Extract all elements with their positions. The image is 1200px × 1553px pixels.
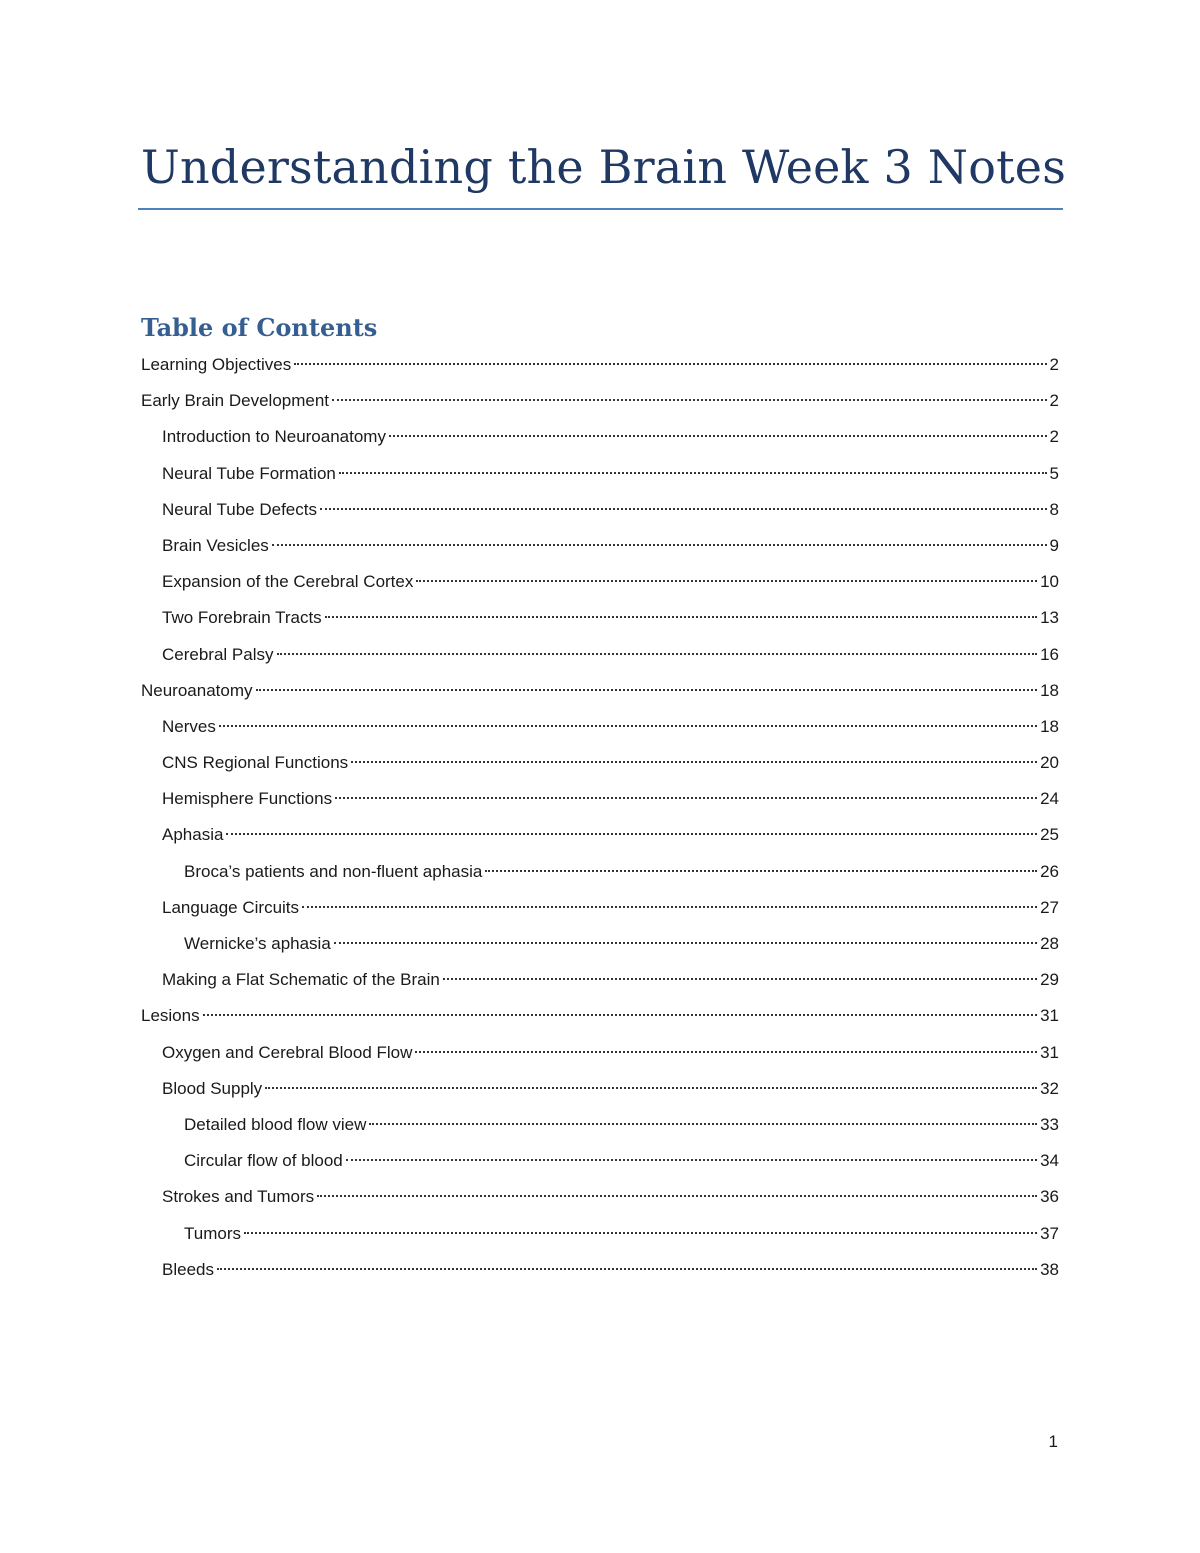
toc-dot-leader [335,797,1037,799]
toc-entry-label: Aphasia [162,825,224,845]
page-number: 1 [1048,1432,1058,1451]
toc-dot-leader [332,399,1047,401]
toc-entry-label: Making a Flat Schematic of the Brain [162,970,440,990]
toc-entry[interactable] [141,1001,1059,1037]
toc-entry-label: Expansion of the Cerebral Cortex [162,572,414,592]
document-title: Understanding the Brain Week 3 Notes [141,140,1066,194]
toc-entry[interactable] [141,1146,1059,1182]
toc-dot-leader [334,942,1037,944]
toc-entry[interactable] [141,603,1059,639]
toc-entry[interactable] [141,1110,1059,1146]
toc-entry-page: 33 [1040,1114,1059,1134]
toc-dot-leader [415,1051,1037,1053]
toc-dot-leader [485,870,1037,872]
toc-entry[interactable] [141,857,1059,893]
toc-entry[interactable] [141,567,1059,603]
toc-entry-page: 8 [1049,499,1059,519]
toc-dot-leader [272,544,1047,546]
toc-entry-page: 20 [1040,753,1059,773]
toc-entry[interactable] [141,1182,1059,1218]
toc-entry-label: Hemisphere Functions [162,789,333,809]
toc-entry-label: Two Forebrain Tracts [162,608,322,628]
toc-entry-label: Neural Tube Defects [162,499,317,519]
toc-entry-page: 18 [1040,680,1059,700]
toc-entry-label: Wernicke’s aphasia [184,934,331,953]
toc-heading: Table of Contents [141,313,378,342]
toc-dot-leader [320,508,1047,510]
toc-dot-leader [346,1159,1037,1161]
toc-entry[interactable] [141,422,1059,458]
toc-dot-leader [369,1123,1037,1125]
toc-entry-label: Introduction to Neuroanatomy [162,427,386,447]
toc-dot-leader [217,1268,1037,1270]
toc-entry-page: 27 [1040,897,1059,917]
toc-entry-page: 29 [1040,970,1059,990]
toc-dot-leader [389,435,1047,437]
toc-entry-label: Strokes and Tumors [162,1187,315,1207]
toc-entry-page: 2 [1049,355,1059,374]
toc-entry[interactable] [141,929,1059,965]
toc-entry[interactable] [141,1219,1059,1255]
toc-dot-leader [219,725,1037,727]
toc-dot-leader [256,689,1038,691]
toc-entry-label: Learning Objectives [141,355,292,374]
toc-entry-page: 9 [1049,535,1059,555]
toc-entry-page: 24 [1040,789,1059,809]
toc-entry-page: 37 [1040,1223,1059,1243]
toc-entry-label: Neuroanatomy [141,680,253,700]
toc-entry-label: Blood Supply [162,1078,263,1098]
toc-entry-page: 36 [1040,1187,1059,1207]
toc-entry-page: 25 [1040,825,1059,845]
toc-entry-label: Broca’s patients and non-fluent aphasia [184,861,483,881]
toc-dot-leader [443,978,1037,980]
toc-entry[interactable] [141,748,1059,784]
toc-entry-page: 5 [1049,463,1059,483]
toc-entry-page: 32 [1040,1078,1059,1098]
toc-dot-leader [277,653,1038,655]
toc-entry[interactable] [141,459,1059,495]
toc-entry[interactable] [141,712,1059,748]
toc-entry[interactable] [141,676,1059,712]
toc-entry-page: 31 [1040,1006,1059,1026]
toc-entry-page: 38 [1040,1259,1059,1279]
toc-entry-label: Brain Vesicles [162,535,269,555]
toc-entry[interactable] [141,1038,1059,1074]
toc-entry-label: Bleeds [162,1259,214,1279]
toc-entry[interactable] [141,965,1059,1001]
toc-entry[interactable] [141,495,1059,531]
toc-entry-page: 2 [1049,427,1059,447]
toc-dot-leader [294,363,1046,365]
toc-entry[interactable] [141,386,1059,422]
toc-entry[interactable] [141,1255,1059,1291]
toc-entry-page: 10 [1040,572,1059,592]
toc-entry-page: 26 [1040,861,1059,881]
toc-entry-label: Language Circuits [162,897,300,917]
toc-entry-label: Lesions [141,1006,200,1026]
toc-dot-leader [302,906,1037,908]
table-of-contents [141,350,1059,1291]
toc-dot-leader [325,616,1037,618]
toc-entry-page: 16 [1040,644,1059,664]
toc-entry-page: 28 [1040,934,1059,953]
toc-entry[interactable] [141,640,1059,676]
toc-entry-label: Nerves [162,716,216,736]
toc-entry[interactable] [141,893,1059,929]
toc-entry[interactable] [141,1074,1059,1110]
toc-entry-label: Early Brain Development [141,391,330,411]
toc-dot-leader [416,580,1037,582]
toc-entry-page: 18 [1040,716,1059,736]
toc-entry-page: 31 [1040,1042,1059,1062]
toc-dot-leader [351,761,1037,763]
toc-entry-label: Neural Tube Formation [162,463,336,483]
toc-entry-label: Oxygen and Cerebral Blood Flow [162,1042,413,1062]
toc-dot-leader [339,472,1047,474]
toc-entry-label: Circular flow of blood [184,1151,343,1171]
toc-entry[interactable] [141,531,1059,567]
toc-entry-label: Cerebral Palsy [162,644,274,664]
toc-dot-leader [244,1232,1037,1234]
toc-entry[interactable] [141,784,1059,820]
toc-dot-leader [226,833,1037,835]
title-divider [138,208,1063,210]
toc-entry-page: 13 [1040,608,1059,628]
toc-entry-page: 34 [1040,1151,1059,1171]
toc-entry-page: 2 [1049,391,1059,411]
toc-entry-label: CNS Regional Functions [162,753,349,773]
toc-entry-label: Tumors [184,1223,241,1243]
toc-dot-leader [265,1087,1037,1089]
toc-dot-leader [203,1014,1037,1016]
toc-entry[interactable] [141,820,1059,856]
toc-dot-leader [317,1195,1037,1197]
toc-entry[interactable] [141,350,1059,386]
toc-entry-label: Detailed blood flow view [184,1114,367,1134]
